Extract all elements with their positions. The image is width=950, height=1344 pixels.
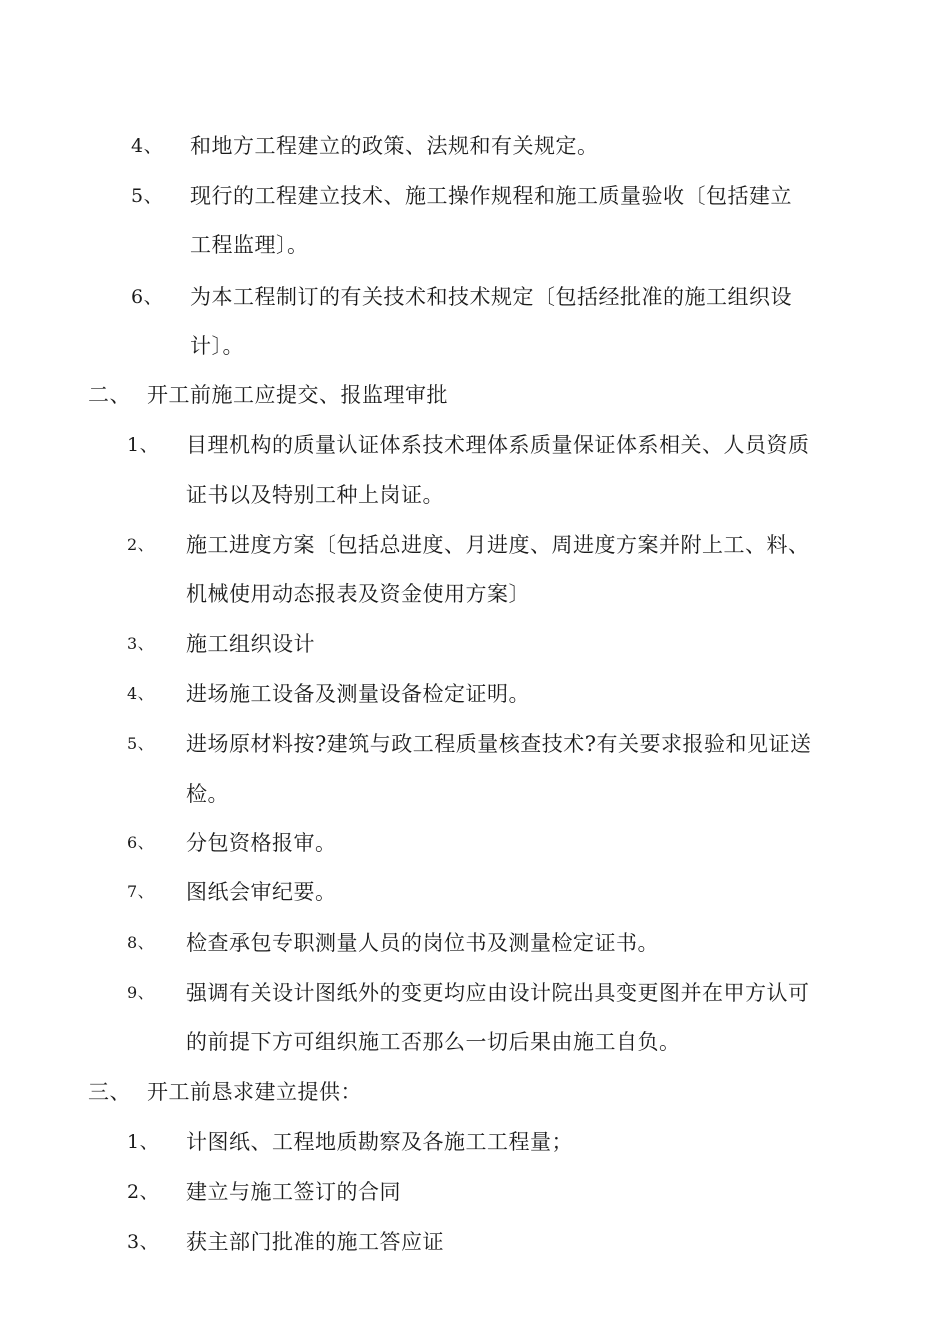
item-number: 1、: [127, 434, 160, 456]
item-text-continuation: 检。: [186, 782, 229, 806]
item-text-continuation: 计〕。: [190, 334, 244, 358]
item-text: 施工组织设计: [186, 632, 315, 656]
item-number: 2、: [127, 535, 155, 554]
item-number: 7、: [127, 882, 155, 901]
item-text-continuation: 机械使用动态报表及资金使用方案〕: [186, 582, 530, 606]
item-number: 9、: [127, 983, 155, 1002]
item-text: 检查承包专职测量人员的岗位书及测量检定证书。: [186, 931, 659, 955]
item-number: 3、: [127, 1231, 160, 1253]
item-text: 强调有关设计图纸外的变更均应由设计院出具变更图并在甲方认可: [186, 981, 810, 1005]
item-number: 2、: [127, 1181, 160, 1203]
item-number: 6、: [127, 833, 155, 852]
item-text: 现行的工程建立技术、施工操作规程和施工质量验收〔包括建立: [190, 184, 792, 208]
section-heading: 开工前施工应提交、报监理审批: [147, 383, 448, 407]
section-number: 二、: [88, 383, 131, 407]
item-text-continuation: 工程监理〕。: [190, 233, 309, 257]
item-text: 建立与施工签订的合同: [186, 1180, 401, 1204]
item-number: 4、: [127, 684, 155, 703]
item-number: 1、: [127, 1131, 160, 1153]
item-text: 目理机构的质量认证体系技术理体系质量保证体系相关、人员资质: [186, 433, 810, 457]
item-text-continuation: 的前提下方可组织施工否那么一切后果由施工自负。: [186, 1030, 681, 1054]
item-text: 和地方工程建立的政策、法规和有关规定。: [190, 134, 599, 158]
item-text: 分包资格报审。: [186, 831, 337, 855]
item-number: 5、: [131, 185, 164, 207]
section-heading: 开工前恳求建立提供：: [147, 1080, 362, 1104]
item-number: 3、: [127, 634, 155, 653]
item-text: 计图纸、工程地质勘察及各施工工程量；: [186, 1130, 573, 1154]
item-number: 8、: [127, 933, 155, 952]
item-number: 6、: [131, 286, 164, 308]
item-text: 为本工程制订的有关技术和技术规定〔包括经批准的施工组织设: [190, 285, 792, 309]
item-text: 施工进度方案〔包括总进度、月进度、周进度方案并附上工、料、: [186, 533, 810, 557]
item-text: 进场施工设备及测量设备检定证明。: [186, 682, 530, 706]
item-text: 获主部门批准的施工答应证: [186, 1230, 444, 1254]
section-number: 三、: [88, 1080, 131, 1104]
item-text-continuation: 证书以及特别工种上岗证。: [186, 483, 444, 507]
item-number: 5、: [127, 734, 155, 753]
item-text: 进场原材料按?建筑与政工程质量核查技术?有关要求报验和见证送: [186, 732, 812, 756]
item-number: 4、: [131, 135, 164, 157]
item-text: 图纸会审纪要。: [186, 880, 337, 904]
